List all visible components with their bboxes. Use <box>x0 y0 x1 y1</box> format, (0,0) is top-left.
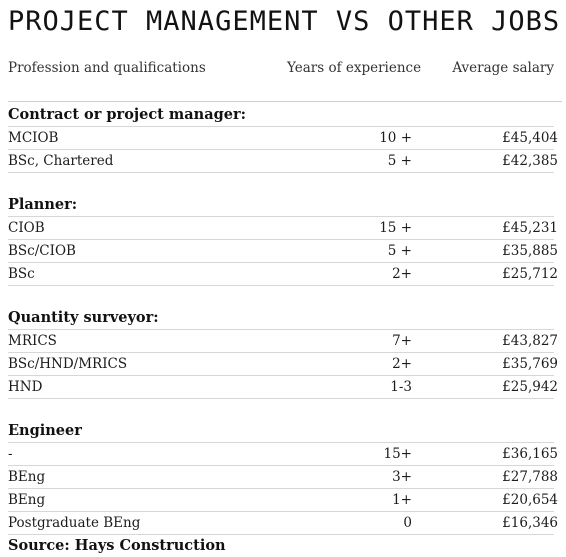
salary-cell: £42,385 <box>502 153 558 169</box>
qualification-cell: BEng <box>8 492 46 508</box>
qualification-cell: BSc <box>8 266 35 282</box>
table-row <box>8 511 558 534</box>
qualification-cell: MCIOB <box>8 130 59 146</box>
table-row <box>8 216 558 239</box>
qualification-cell: BEng <box>8 469 46 485</box>
column-header-profession: Profession and qualifications <box>8 60 206 76</box>
table-row <box>8 239 558 262</box>
years-cell: 1-3 <box>390 379 412 395</box>
years-cell: 0 <box>403 515 412 531</box>
table-header <box>8 60 554 84</box>
years-cell: 5 + <box>387 243 412 259</box>
section-title-engineer: Engineer <box>8 422 82 439</box>
table-row <box>8 442 558 465</box>
salary-cell: £45,231 <box>502 220 558 236</box>
years-cell: 2+ <box>392 266 412 282</box>
page-title: PROJECT MANAGEMENT VS OTHER JOBS <box>8 6 561 37</box>
years-cell: 15+ <box>383 446 412 462</box>
qualification-cell: BSc, Chartered <box>8 153 114 169</box>
years-cell: 15 + <box>379 220 412 236</box>
table-row <box>8 375 558 398</box>
section-title-contract-manager: Contract or project manager: <box>8 106 246 123</box>
years-cell: 1+ <box>392 492 412 508</box>
years-cell: 7+ <box>392 333 412 349</box>
section-title-planner: Planner: <box>8 196 78 213</box>
salary-cell: £20,654 <box>502 492 558 508</box>
qualification-cell: CIOB <box>8 220 45 236</box>
salary-cell: £43,827 <box>502 333 558 349</box>
years-cell: 3+ <box>392 469 412 485</box>
column-header-salary: Average salary <box>452 60 554 76</box>
years-cell: 2+ <box>392 356 412 372</box>
qualification-cell: HND <box>8 379 43 395</box>
salary-cell: £35,769 <box>502 356 558 372</box>
qualification-cell: Postgraduate BEng <box>8 515 141 531</box>
section-title-quantity-surveyor: Quantity surveyor: <box>8 309 159 326</box>
salary-cell: £25,712 <box>502 266 558 282</box>
salary-cell: £25,942 <box>502 379 558 395</box>
table-row <box>8 262 558 285</box>
qualification-cell: BSc/CIOB <box>8 243 76 259</box>
salary-cell: £45,404 <box>502 130 558 146</box>
table-row <box>8 488 558 511</box>
salary-cell: £35,885 <box>502 243 558 259</box>
salary-cell: £27,788 <box>502 469 558 485</box>
table-row <box>8 149 558 172</box>
table-row <box>8 329 558 352</box>
qualification-cell: BSc/HND/MRICS <box>8 356 128 372</box>
salary-cell: £16,346 <box>502 515 558 531</box>
salary-table <box>8 104 558 557</box>
column-header-years: Years of experience <box>287 60 422 76</box>
years-cell: 5 + <box>387 153 412 169</box>
table-row <box>8 465 558 488</box>
section-spacer <box>8 285 554 307</box>
header-divider <box>8 101 562 102</box>
section-spacer <box>8 172 554 194</box>
table-row <box>8 126 558 149</box>
years-cell: 10 + <box>379 130 412 146</box>
source-note: Source: Hays Construction <box>8 534 554 557</box>
salary-cell: £36,165 <box>502 446 558 462</box>
section-spacer <box>8 398 554 420</box>
table-row <box>8 352 558 375</box>
qualification-cell: MRICS <box>8 333 57 349</box>
qualification-cell: - <box>8 446 13 462</box>
